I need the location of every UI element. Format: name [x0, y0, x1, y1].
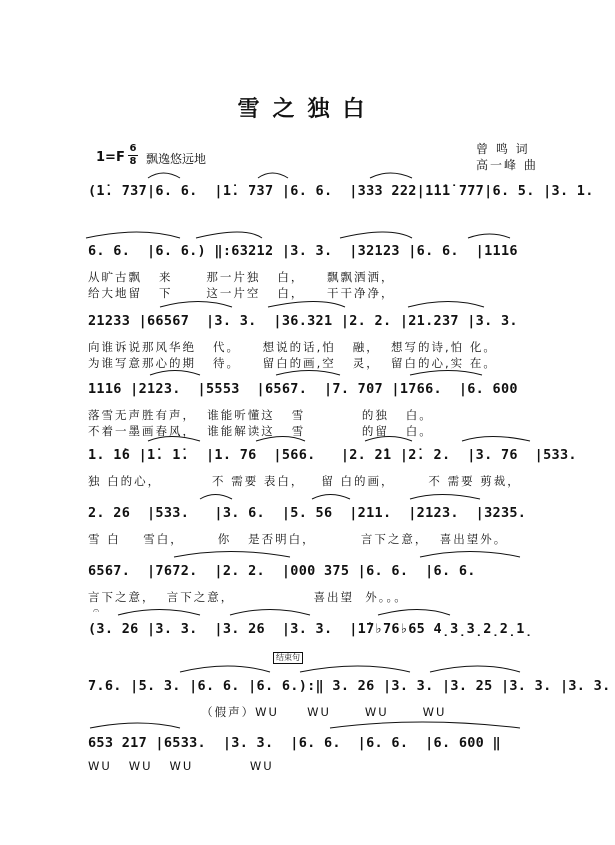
lyric-verse-2: 为谁写意那心的期 待。 留白的画,空 灵， 留白的心,实 在。	[88, 356, 497, 370]
meter-top: 6	[129, 143, 137, 154]
key-signature: 1=F	[96, 150, 125, 165]
notation-line: 2. 26 |533. |3. 6. |5. 56 |211. |2123. |3235.	[88, 505, 527, 521]
lyric-verse-1: 从旷古飘 来 那一片独 白， 飘飘洒洒，	[88, 270, 395, 284]
fermata-icon: 𝄐	[93, 604, 100, 617]
notation-line: 653 217 |6533. |3. 3. |6. 6. |6. 6. |6. 600 ‖	[88, 735, 501, 751]
notation-line: 1. 1̇6 |1̇. 1̇. |1. 76 |566. |2. 2̇1 |2̇. 2. |3. 76 |533.	[88, 447, 577, 463]
lyric-verse-1: 言下之意， 言下之意， 喜出望 外。。。	[88, 590, 408, 604]
lyric-verse-1: 向谁诉说那风华绝 代。 想说的话,怕 融， 想写的诗,怕 化。	[88, 340, 497, 354]
lyric-verse-1: （假声）WU WU WU WU	[88, 705, 447, 719]
lyric-verse-2: 给大地留 下 这一片空 白， 干干净净，	[88, 286, 395, 300]
tempo-marking: 飘逸悠远地	[146, 152, 207, 166]
notation-line: (1̇. 737|6. 6. |1̇. 737 |6. 6. |333 222|1̇1̇1̇ 777|6. 5. |3. 1.	[88, 183, 594, 199]
meter-bottom: 8	[129, 156, 137, 167]
lyric-verse-2: 不着一墨画春风， 谁能解读这 雪 的留 白。	[88, 424, 433, 438]
song-title: 雪之独白	[237, 97, 378, 122]
notation-line: (3. 26 |3. 3. |3. 26 |3. 3. |1̇7♭76♭65 4̣3̣3̣2̣2̣1̣	[88, 621, 533, 637]
lyric-verse-1: 独 白的心， 不 需要 表白， 留 白的画， 不 需要 剪裁，	[88, 474, 521, 488]
lyric-verse-1: WU WU WU WU	[88, 759, 274, 773]
notation-line: 6. 6. |6. 6.) ‖:63212 |3. 3. |32123 |6. 6. |1116	[88, 243, 527, 259]
notation-line: 6567. |7672. |2. 2. |000 375 |6. 6. |6. 6.	[88, 563, 476, 579]
notation-line: 21233 |66567 |3. 3. |36.321 |2. 2. |21.237 |3. 3.	[88, 313, 518, 329]
composer-credit: 高一峰 曲	[476, 158, 538, 172]
lyricist-credit: 曾 鸣 词	[476, 142, 530, 156]
end-phrase-marker: 结束句	[273, 652, 303, 664]
lyric-verse-1: 雪 白 雪白， 你 是否明白， 言下之意， 喜出望外。	[88, 532, 508, 546]
notation-line: 7.6. |5. 3. |6. 6. |6. 6.):‖ 3. 26 |3. 3. |3. 25 |3. 3. |3. 3.	[88, 678, 611, 694]
notation-line: 1116 |2123. |5553 |6567. |7. 707 |1766. |6. 600	[88, 381, 518, 397]
lyric-verse-1: 落雪无声胜有声， 谁能听懂这 雪 的独 白。	[88, 408, 433, 422]
